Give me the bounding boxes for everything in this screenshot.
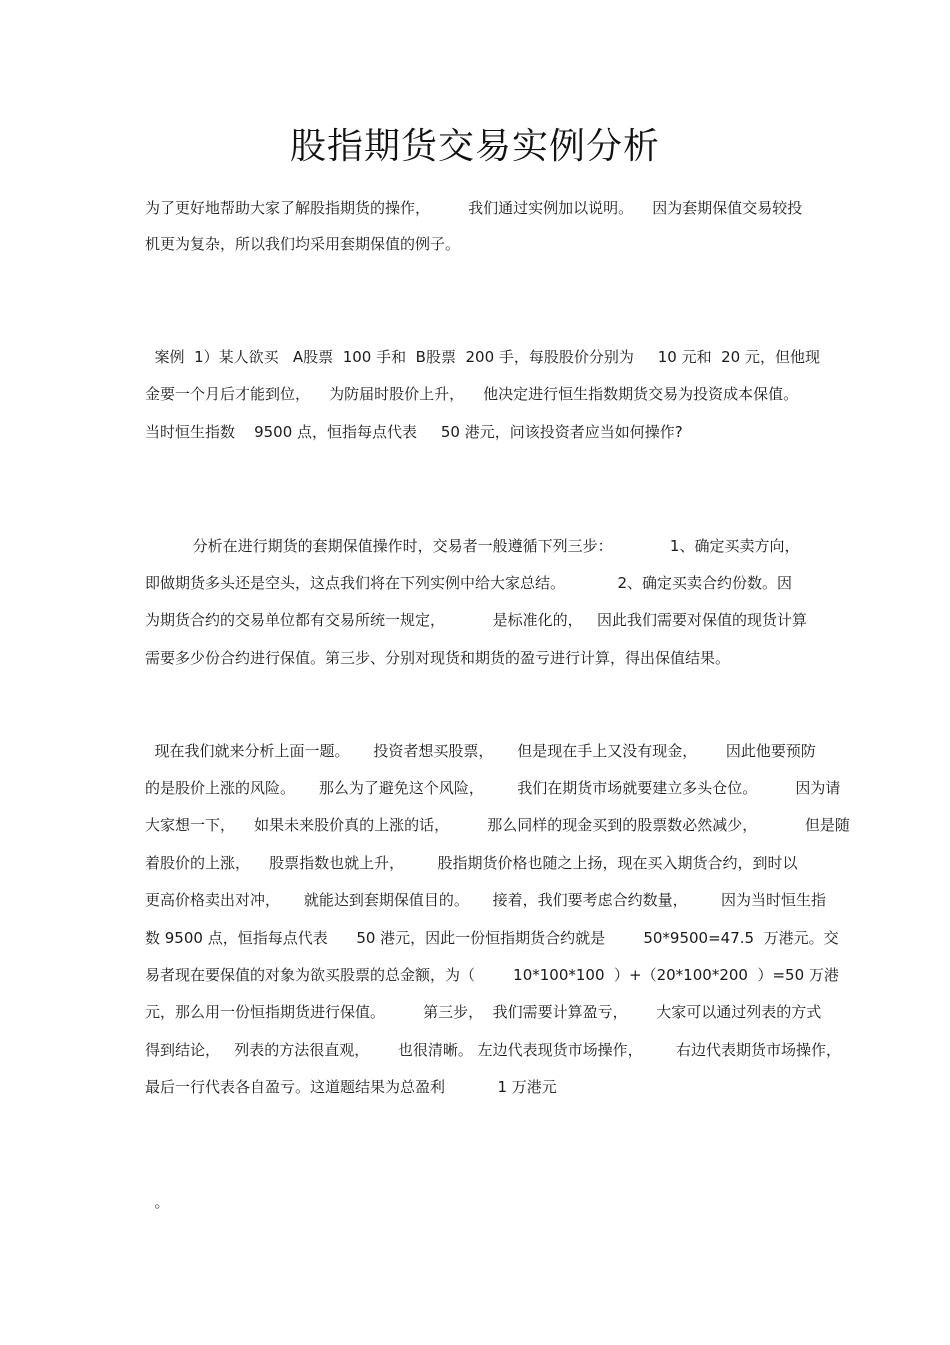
page-title: 股指期货交易实例分析 (289, 126, 660, 167)
solution-line-3: 大家想一下， 如果未来股价真的上涨的话， 那么同样的现金买到的股票数必然减少， 但是随 (145, 816, 850, 834)
solution-line-5: 更高价格卖出对冲， 就能达到套期保值目的。 接着，我们要考虑合约数量， 因为当时恒生指 (145, 891, 827, 909)
solution-line-6: 数 9500 点，恒指每点代表 50 港元，因此一份恒指期货合约就是 50*9500=47.5 万港元。交 (145, 929, 839, 947)
solution-line-9: 得到结论， 列表的方法很直观， 也很清晰。 左边代表现货市场操作， 右边代表期货市场操作， (145, 1041, 842, 1059)
intro-line-2: 机更为复杂，所以我们均采用套期保值的例子。 (145, 235, 461, 253)
case-line-1: 案例 1）某人欲买 A股票 100 手和 B股票 200 手，每股股价分别为 10 元和 20 元，但他现 (145, 348, 820, 366)
analysis-line-4: 需要多少份合约进行保值。第三步、分别对现货和期货的盈亏进行计算，得出保值结果。 (145, 649, 731, 667)
case-line-2: 金要一个月后才能到位， 为防届时股价上升， 他决定进行恒生指数期货交易为投资成本保值。 (145, 385, 799, 403)
solution-line-2: 的是股价上涨的风险。 那么为了避免这个风险， 我们在期货市场就要建立多头仓位。 因为请 (145, 779, 841, 797)
intro-line-1: 为了更好地帮助大家了解股指期货的操作， 我们通过实例加以说明。 因为套期保值交易较投 (145, 199, 803, 217)
solution-line-10: 最后一行代表各自盈亏。这道题结果为总盈利 1 万港元 (145, 1078, 557, 1096)
trailing-period: 。 (145, 1193, 170, 1211)
solution-line-7: 易者现在要保值的对象为欲买股票的总金额，为（ 10*100*100 ）+（20*100*200 ）=50 万港 (145, 966, 839, 984)
case-line-3: 当时恒生指数 9500 点，恒指每点代表 50 港元，问该投资者应当如何操作? (145, 423, 683, 441)
solution-line-4: 着股价的上涨， 股票指数也就上升， 股指期货价格也随之上扬，现在买入期货合约，到时以 (145, 854, 798, 872)
analysis-line-3: 为期货合约的交易单位都有交易所统一规定， 是标准化的， 因此我们需要对保值的现货计算 (145, 611, 807, 629)
solution-line-1: 现在我们就来分析上面一题。 投资者想买股票， 但是现在手上又没有现金， 因此他要预防 (145, 742, 816, 760)
analysis-line-1: 分析在进行期货的套期保值操作时，交易者一般遵循下列三步： 1、确定买卖方向， (145, 537, 800, 555)
solution-line-8: 元，那么用一份恒指期货进行保值。 第三步， 我们需要计算盈亏， 大家可以通过列表的方式 (145, 1003, 822, 1021)
analysis-line-2: 即做期货多头还是空头，这点我们将在下列实例中给大家总结。 2、确定买卖合约份数。因 (145, 574, 792, 592)
